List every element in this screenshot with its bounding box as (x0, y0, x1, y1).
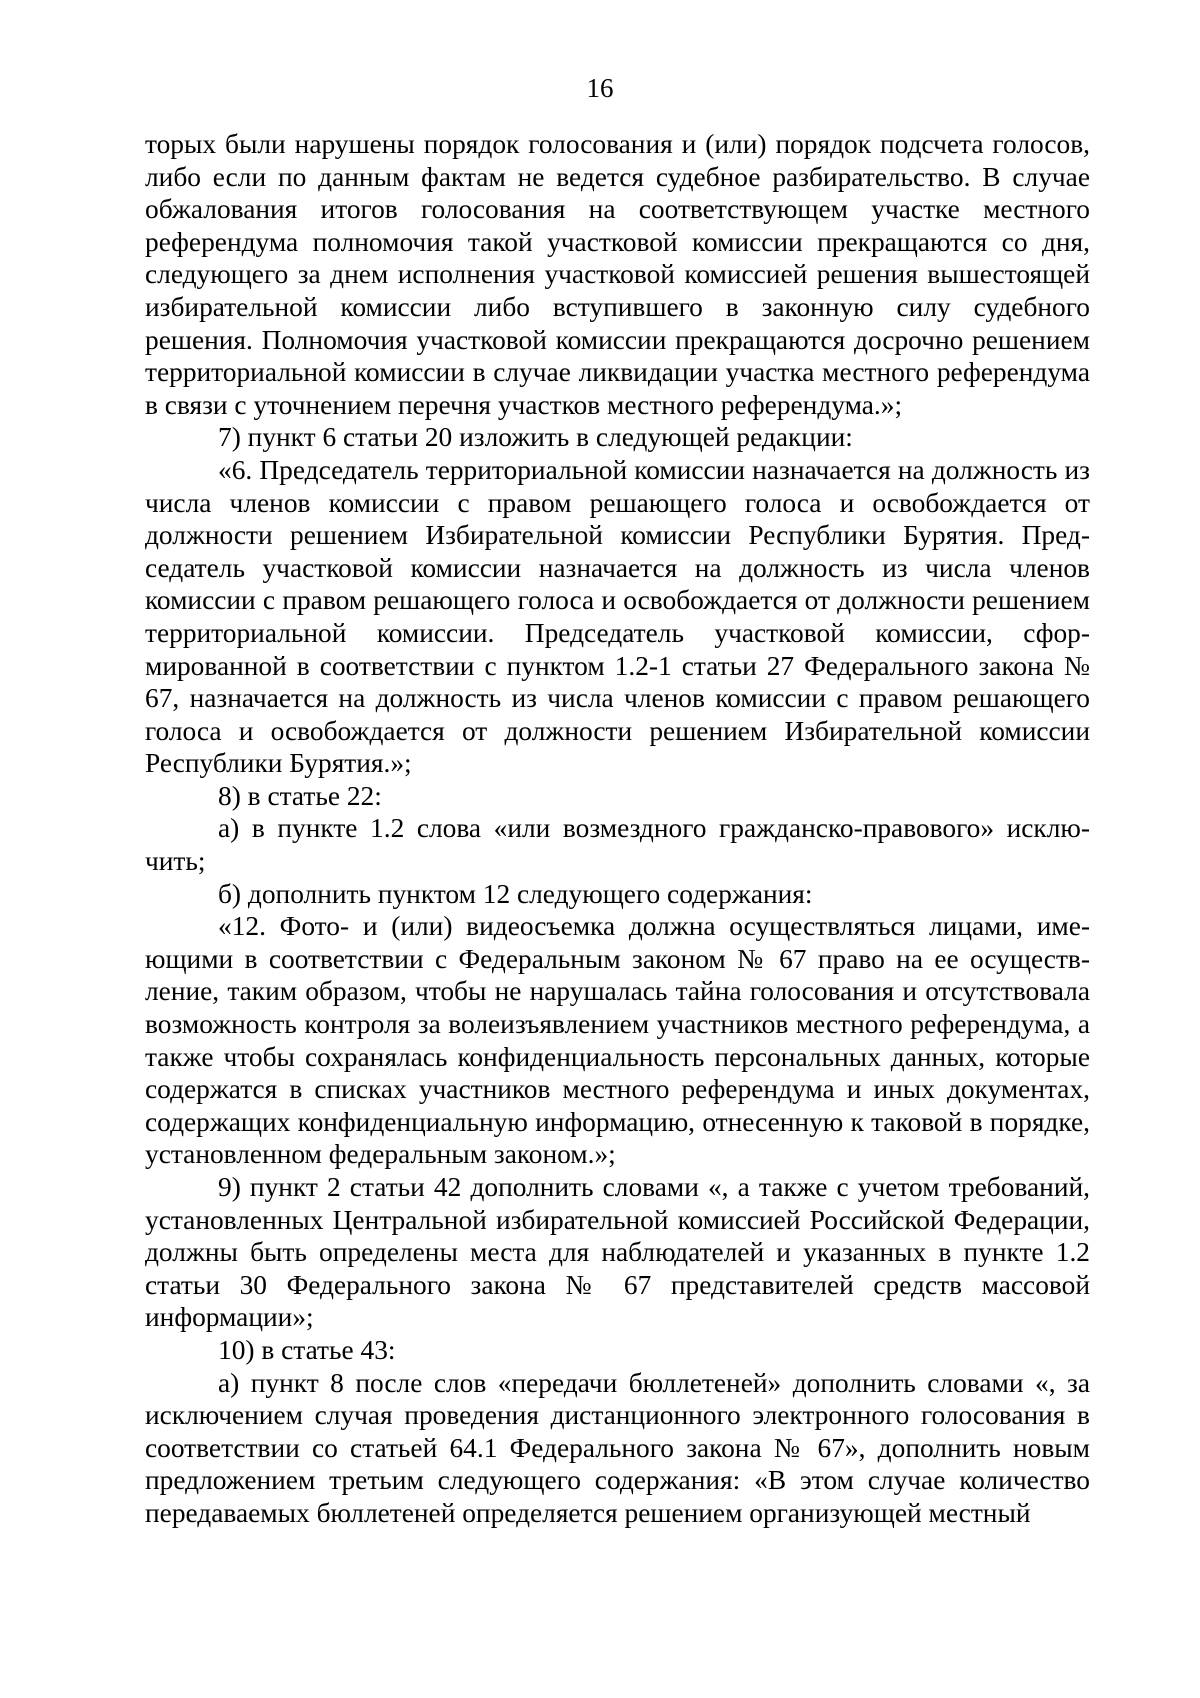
paragraph-item-8a: а) в пункте 1.2 слова «или возмездного гражданско-правового» исключить; (145, 813, 1090, 877)
paragraph-item-9: 9) пункт 2 статьи 42 дополнить словами «, а также с учетом требований, установленных Центральной избирательной комиссией Российской Федерации, должны быть определены места для наблюдателей и указанных в пункте 1.2 статьи 30 Федерального закона № 67 представителей средств массовой информации»; (145, 1172, 1090, 1333)
paragraph-item-7: 7) пункт 6 статьи 20 изложить в следующей редакции: (218, 422, 853, 453)
paragraph-item-10a: а) пункт 8 после слов «передачи бюллетеней» дополнить словами «, за исключением случая проведения дистанционного электронного голосования в соответствии со статьей 64.1 Федерального закона № 67», дополнить новым предложением третьим следующего содержания: «В этом случае количество передаваемых бюллетеней определяется решением организующей местный (145, 1367, 1090, 1528)
paragraph-item-7-quote: «6. Председатель территориальной комиссии назначается на должность из числа членов комиссии с правом решающего голоса и освобождается от должности решением Избирательной комиссии Республики Бурятия. Председатель участковой комиссии назначается на должность из числа членов комиссии с правом решающего голоса и освобождается от должности решением территориальной комиссии. Председатель участковой комиссии, сформированной в соответствии с пунктом 1.2-1 статьи 27 Федерального закона № 67, назначается на должность из числа членов комиссии с правом решающего голоса и освобождается от должности решением Избирательной комиссии Республики Бурятия.»; (145, 454, 1090, 779)
paragraph-item-8b: б) дополнить пунктом 12 следующего содержания: (218, 878, 813, 909)
page-number: 16 (586, 73, 614, 103)
paragraph-item-8b-quote: «12. Фото- и (или) видеосъемка должна осуществляться лицами, имеющими в соответствии с Федеральным законом № 67 право на ее осуществление, таким образом, чтобы не нарушалась тайна голосования и отсутствовала возможность контроля за волеизъявлением участников местного референдума, а также чтобы сохранялась конфиденциальность персональных данных, которые содержатся в списках участников местного референдума и иных документах, содержащих конфиденциальную информацию, отнесенную к таковой в порядке, установленном федеральным законом.»; (145, 911, 1090, 1170)
paragraph-item-8: 8) в статье 22: (218, 780, 382, 811)
paragraph-continuation: торых были нарушены порядок голосования и (или) порядок подсчета голосов, либо если по данным фактам не ведется судебное разбирательство. В случае обжалования итогов голосования на соответствующем участке местного референдума полномочия такой участковой комиссии прекращаются со дня, следующего за днем исполнения участковой комиссией решения вышестоящей избирательной комиссии либо вступившего в законную силу судебного решения. Полномочия участковой комиссии прекращаются досрочно решением территориальной комиссии в случае ликвидации участка местного референдума в связи с уточнением перечня участков местного референдума.»; (145, 129, 1090, 420)
document-body (145, 128, 1090, 1530)
paragraph-item-10: 10) в статье 43: (218, 1334, 396, 1365)
